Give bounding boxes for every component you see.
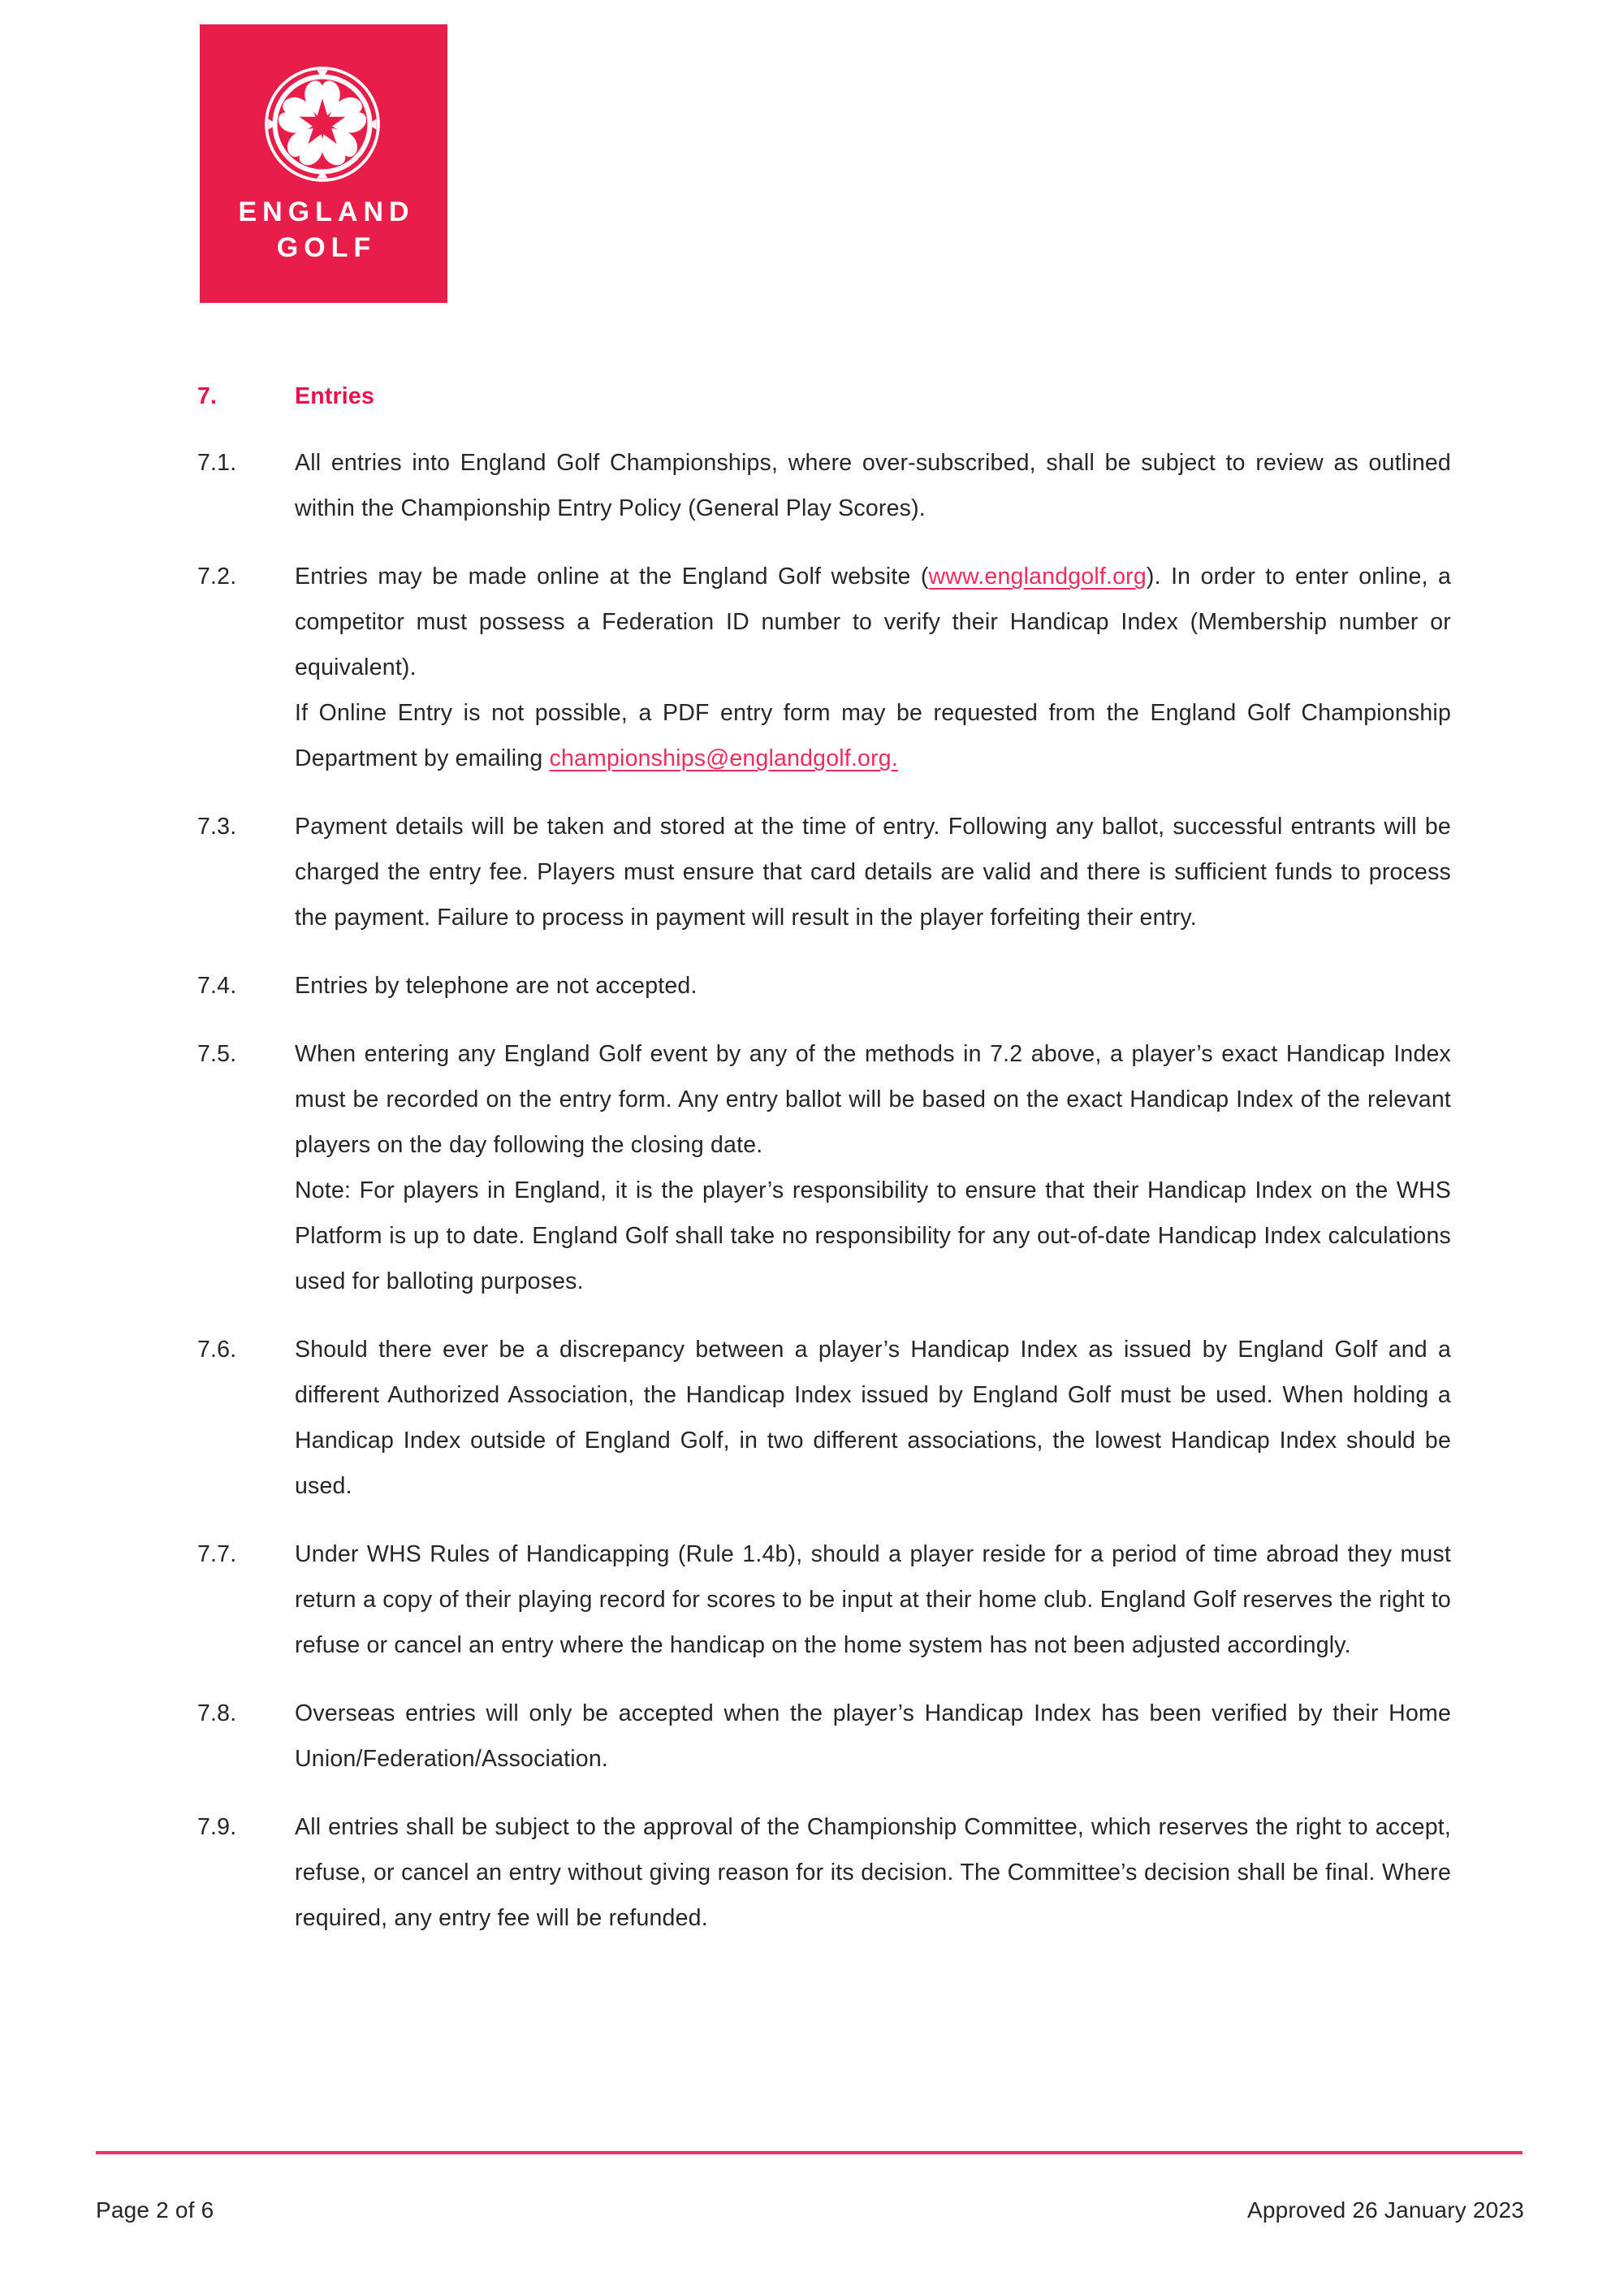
section-number: 7. xyxy=(197,383,218,409)
clause-text xyxy=(295,1691,1451,1782)
clause-text-segment: Should there ever be a discrepancy between a player’s Handicap Index as issued by England Golf and a different Authorized Association, the Handicap Index issued by England Golf must be used. When holding a Handicap Index outside of England Golf, in two different associations, the lowest Handicap Index should be used. xyxy=(295,1337,1451,1499)
clause-text-segment: When entering any England Golf event by any of the methods in 7.2 above, a player’s exact Handicap Index must be recorded on the entry form. Any entry ballot will be based on the exact Handicap Index of the relevant players on the day following the closing date. xyxy=(295,1041,1451,1158)
clause-text xyxy=(295,440,1451,531)
clause-text-segment: All entries into England Golf Championships, where over-subscribed, shall be subject to review as outlined within the Championship Entry Policy (General Play Scores). xyxy=(295,450,1451,521)
clause-text-segment: ). In order to enter online, a competitor must possess a Federation ID number to verify their Handicap Index (Membership number or equivalent). xyxy=(295,564,1452,680)
clause-row xyxy=(197,1031,1451,1304)
clause-text-segment: All entries shall be subject to the approval of the Championship Committee, which reserves the right to accept, refuse, or cancel an entry without giving reason for its decision. The Committee’s decision shall be final. Where required, any entry fee will be refunded. xyxy=(295,1814,1451,1931)
clause-row xyxy=(197,963,1451,1009)
clause-text-segment: Overseas entries will only be accepted when the player’s Handicap Index has been verified by their Home Union/Federation/Association. xyxy=(295,1700,1451,1772)
clause-row xyxy=(197,1531,1451,1668)
clause-number: 7.6. xyxy=(197,1337,237,1363)
clause-text-segment: Note: For players in England, it is the player’s responsibility to ensure that their Handicap Index on the WHS Platform is up to date. England Golf shall take no responsibility for any out-of-date Handicap Index calculations used for balloting purposes. xyxy=(295,1177,1451,1294)
logo-wordmark-line1: ENGLAND xyxy=(238,197,415,227)
clause-row xyxy=(197,1691,1451,1782)
clause-text xyxy=(295,1031,1451,1304)
clause-number: 7.8. xyxy=(197,1700,237,1726)
section-title: Entries xyxy=(295,383,375,409)
clause-text-segment: If Online Entry is not possible, a PDF entry form may be requested from the England Golf Championship Department by emailing xyxy=(295,700,1451,771)
clause-row xyxy=(197,1327,1451,1509)
clause-row xyxy=(197,440,1451,531)
clause-text xyxy=(295,1531,1451,1668)
clause-row xyxy=(197,554,1451,781)
clause-row xyxy=(197,804,1451,940)
inline-link[interactable]: www.englandgolf.org xyxy=(928,564,1147,590)
clause-number: 7.1. xyxy=(197,450,237,476)
approved-date-label: Approved 26 January 2023 xyxy=(1246,2197,1524,2223)
clause-number: 7.5. xyxy=(197,1041,237,1067)
clause-number: 7.9. xyxy=(197,1814,237,1840)
document-body xyxy=(197,374,1451,1964)
section-heading xyxy=(197,374,1451,419)
page-footer xyxy=(96,2197,1524,2223)
clause-text xyxy=(295,1327,1451,1509)
clause-list xyxy=(197,440,1451,1941)
clause-number: 7.3. xyxy=(197,814,237,840)
clause-number: 7.4. xyxy=(197,973,237,999)
inline-link[interactable]: championships@englandgolf.org. xyxy=(549,745,898,771)
clause-row xyxy=(197,1804,1451,1941)
page-number-label: Page 2 of 6 xyxy=(96,2197,214,2223)
clause-number: 7.2. xyxy=(197,564,237,590)
clause-text xyxy=(295,1804,1451,1941)
england-golf-logo xyxy=(200,24,447,303)
clause-text-segment: Payment details will be taken and stored at the time of entry. Following any ballot, successful entrants will be charged the entry fee. Players must ensure that card details are valid and there is sufficient funds to process the payment. Failure to process in payment will result in the player forfeiting their entry. xyxy=(295,814,1451,931)
clause-text-segment: Under WHS Rules of Handicapping (Rule 1.4b), should a player reside for a period of time abroad they must return a copy of their playing record for scores to be input at their home club. England Golf reserves the right to refuse or cancel an entry where the handicap on the home system has not been adjusted accordingly. xyxy=(295,1541,1451,1658)
clause-number: 7.7. xyxy=(197,1541,237,1567)
clause-text xyxy=(295,804,1451,940)
logo-wordmark-line2: GOLF xyxy=(276,232,377,263)
rose-emblem-icon xyxy=(261,63,383,185)
clause-text xyxy=(295,554,1451,781)
clause-text xyxy=(295,963,1451,1009)
clause-text-segment: Entries may be made online at the England Golf website ( xyxy=(295,564,929,590)
clause-text-segment: Entries by telephone are not accepted. xyxy=(295,973,698,999)
footer-divider xyxy=(96,2151,1522,2154)
